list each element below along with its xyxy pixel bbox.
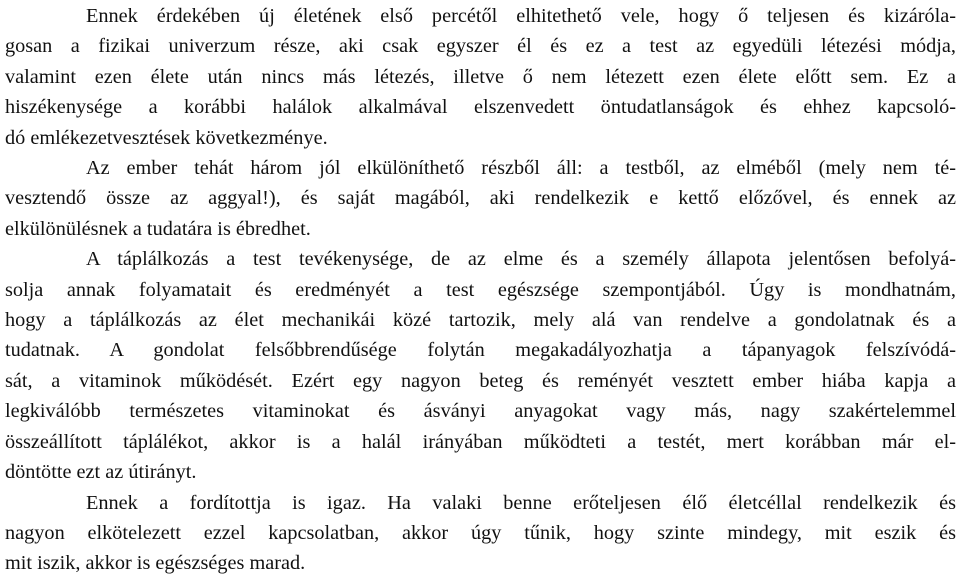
text-line: tudatnak. A gondolat felsőbbrendűsége folytán megakadályozhatja a tápanyagok felszívódá- bbox=[5, 339, 956, 362]
text-line: valamint ezen élete után nincs más létezés, illetve ő nem létezett ezen élete előtt sem. Ez a bbox=[5, 65, 956, 88]
paragraph-3 bbox=[5, 244, 956, 487]
text-line: Az ember tehát három jól elkülöníthető részből áll: a testből, az elméből (mely nem té- bbox=[86, 157, 956, 180]
text-line: hogy a táplálkozás az élet mechanikái közé tartozik, mely alá van rendelve a gondolatnak és a bbox=[5, 309, 956, 332]
text-line: Ennek a fordítottja is igaz. Ha valaki benne erőteljesen élő életcéllal rendelkezik és bbox=[86, 491, 956, 514]
text-line: dó emlékezetvesztések következménye. bbox=[5, 126, 328, 149]
text-line: mit iszik, akkor is egészséges marad. bbox=[5, 552, 306, 575]
text-line: összeállított táplálékot, akkor is a halál irányában működteti a testét, mert korábban már el- bbox=[5, 430, 956, 453]
text-line: nagyon elkötelezett ezzel kapcsolatban, akkor úgy tűnik, hogy szinte mindegy, mit eszik és bbox=[5, 521, 956, 544]
text-line: gosan a fizikai univerzum része, aki csak egyszer él és ez a test az egyedüli létezési módja, bbox=[5, 35, 956, 58]
text-line: Ennek érdekében új életének első percétől elhitethető vele, hogy ő teljesen és kizáróla- bbox=[86, 5, 956, 27]
text-line: A táplálkozás a test tevékenysége, de az elme és a személy állapota jelentősen befolyá- bbox=[86, 248, 956, 271]
paragraph-1 bbox=[5, 1, 956, 153]
text-line: elkülönülésnek a tudatára is ébredhet. bbox=[5, 217, 311, 240]
text-line: solja annak folyamatait és eredményét a test egészsége szempontjából. Úgy is mondhatnám, bbox=[5, 278, 956, 301]
text-line: sát, a vitaminok működését. Ezért egy nagyon beteg és reményét vesztett ember hiába kapja a bbox=[5, 369, 956, 392]
paragraph-4 bbox=[5, 488, 956, 579]
text-line: vesztendő össze az aggyal!), és saját magából, aki rendelkezik e kettő előzővel, és ennek az bbox=[5, 187, 956, 210]
text-line: hiszékenysége a korábbi halálok alkalmával elszenvedett öntudatlanságok és ehhez kapcsoló- bbox=[5, 96, 956, 119]
paragraph-2 bbox=[5, 153, 956, 244]
text-line: legkiválóbb természetes vitaminokat és ásványi anyagokat vagy más, nagy szakértelemmel bbox=[5, 400, 956, 423]
text-line: döntötte ezt az útirányt. bbox=[5, 461, 197, 484]
